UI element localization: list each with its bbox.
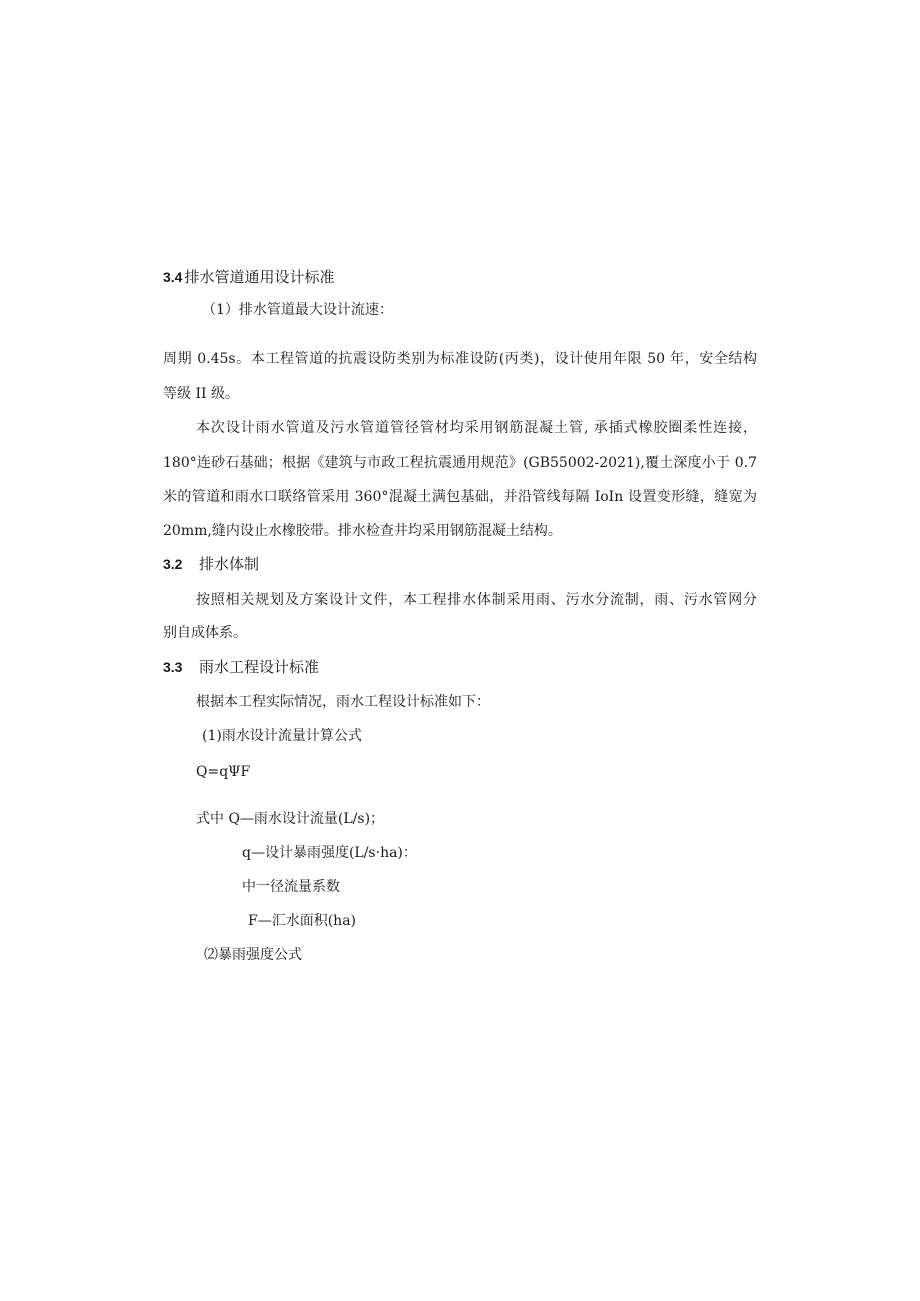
section-heading-3-2 xyxy=(163,553,259,575)
definition-line: 式中 Q—雨水设计流量(L/s)； xyxy=(196,811,385,827)
paragraph-line: 米的管道和雨水口联络管采用 360°混凝土满包基础，并沿管线每隔 IoIn 设置变形缝，缝宽为 xyxy=(163,489,757,505)
section-number: 3.2 xyxy=(163,556,183,572)
paragraph-line: 180°连砂石基础；根据《建筑与市政工程抗震通用规范》(GB55002-2021),覆土深度小于 0.7 xyxy=(163,455,757,471)
section-heading-3-3 xyxy=(163,656,319,678)
formula: Q=qΨF xyxy=(196,764,251,780)
paragraph-line: 根据本工程实际情况，雨水工程设计标准如下： xyxy=(196,694,490,710)
paragraph xyxy=(163,487,757,507)
definition-line: 中一径流量系数 xyxy=(242,879,340,895)
section-number: 3.3 xyxy=(163,659,183,675)
paragraph xyxy=(163,453,757,473)
paragraph xyxy=(163,349,757,369)
paragraph-line: 20mm,缝内设止水橡胶带。排水检查井均采用钢筋混凝土结构。 xyxy=(163,523,562,539)
definition-line: q—设计暴雨强度(L/s·ha)： xyxy=(242,845,417,861)
paragraph-line: 本次设计雨水管道及污水管道管径管材均采用钢筋混凝土管, 承插式橡胶圈柔性连接， xyxy=(196,420,757,436)
section-heading-3-4 xyxy=(163,266,334,288)
paragraph xyxy=(196,590,757,610)
paragraph xyxy=(196,418,757,438)
section-title: 排水体制 xyxy=(199,555,260,573)
list-item: （1）排水管道最大设计流速： xyxy=(202,302,393,318)
list-item: (1)雨水设计流量计算公式 xyxy=(202,728,362,744)
paragraph-line: 别自成体系。 xyxy=(163,625,247,641)
section-title: 雨水工程设计标准 xyxy=(199,658,320,676)
paragraph-line: 按照相关规划及方案设计文件，本工程排水体制采用雨、污水分流制，雨、污水管网分 xyxy=(196,592,757,608)
section-number: 3.4 xyxy=(163,269,183,285)
definition-line: F—汇水面积(ha) xyxy=(248,913,357,929)
section-title: 排水管道通用设计标准 xyxy=(184,268,335,286)
list-item: ⑵暴雨强度公式 xyxy=(204,947,302,963)
paragraph-line: 周期 0.45s。本工程管道的抗震设防类别为标准设防(丙类)，设计使用年限 50 年，安全结构 xyxy=(163,351,757,367)
paragraph-line: 等级 II 级。 xyxy=(163,386,239,402)
